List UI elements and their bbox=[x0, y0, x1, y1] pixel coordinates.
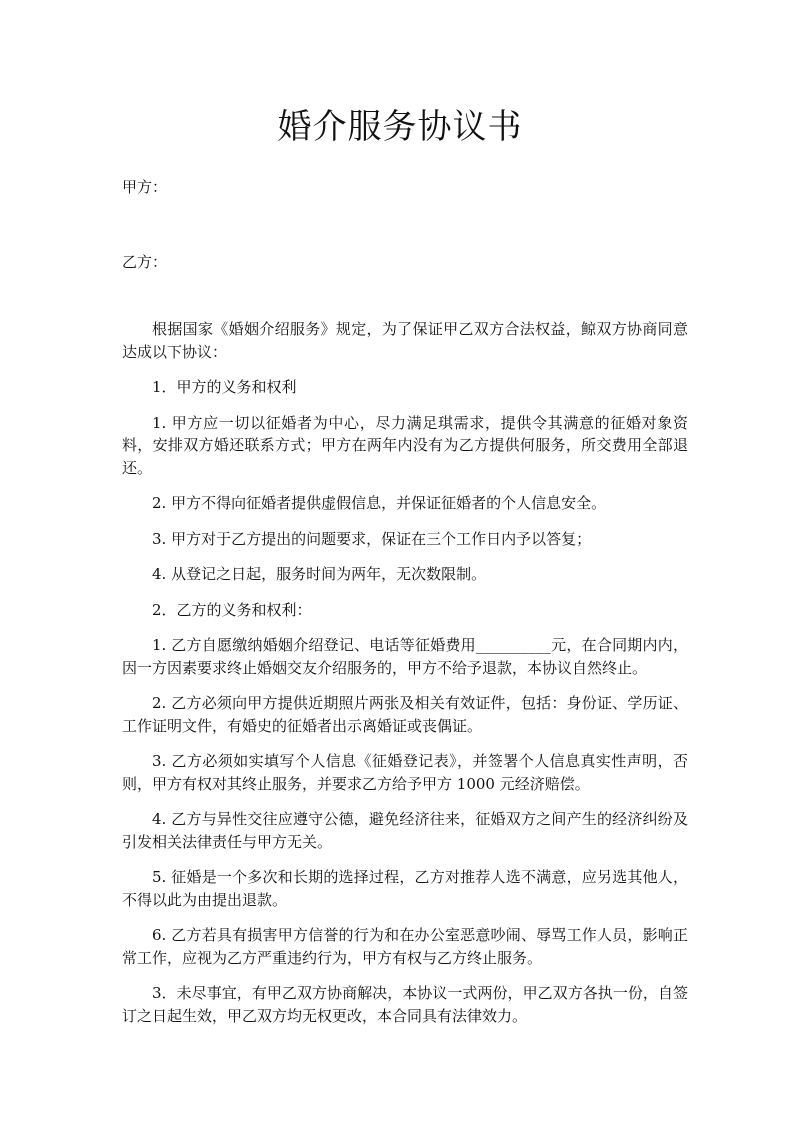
section-2-item: 1. 乙方自愿缴纳婚姻介绍登记、电话等征婚费用__________元，在合同期内内，因一方因素要求终止婚姻交友介绍服务的，甲方不给予退款，本协议自然终止。 bbox=[122, 636, 688, 677]
section-2-item: 5. 征婚是一个多次和长期的选择过程，乙方对推荐人选不满意，应另选其他人，不得以此为由提出退款。 bbox=[122, 868, 688, 909]
agreement-body bbox=[122, 318, 688, 1040]
intro-paragraph: 根据国家《婚姻介绍服务》规定，为了保证甲乙双方合法权益，鲸双方协商同意达成以下协议： bbox=[122, 320, 688, 361]
section-2-item: 6. 乙方若具有损害甲方信誉的行为和在办公室恶意吵闹、辱骂工作人员，影响正常工作，应视为乙方严重违约行为，甲方有权与乙方终止服务。 bbox=[122, 926, 688, 967]
section-3-paragraph: 3．未尽事宜，有甲乙双方协商解决，本协议一式两份，甲乙双方各执一份，自签订之日起生效，甲乙双方均无权更改，本合同具有法律效力。 bbox=[122, 984, 688, 1025]
document-title: 婚介服务协议书 bbox=[277, 107, 523, 147]
party-b-label: 乙方： bbox=[122, 253, 168, 271]
section-2-item: 2. 乙方必须向甲方提供近期照片两张及相关有效证件，包括：身份证、学历证、工作证明文件，有婚史的征婚者出示离婚证或丧偶证。 bbox=[122, 694, 688, 735]
section-1-item: 1. 甲方应一切以征婚者为中心，尽力满足琪需求，提供令其满意的征婚对象资料，安排双方婚还联系方式；甲方在两年内没有为乙方提供何服务，所交费用全部退还。 bbox=[122, 413, 688, 477]
section-2-heading: 2．乙方的义务和权利： bbox=[152, 600, 312, 619]
party-a-label: 甲方： bbox=[122, 178, 168, 196]
section-2-item: 3. 乙方必须如实填写个人信息《征婚登记表》，并签署个人信息真实性声明，否则，甲方有权对其终止服务，并要求乙方给予甲方 1000 元经济赔偿。 bbox=[122, 752, 688, 793]
section-2-item: 4. 乙方与异性交往应遵守公德，避免经济往来，征婚双方之间产生的经济纠纷及引发相关法律责任与甲方无关。 bbox=[122, 810, 688, 851]
section-1-heading: 1．甲方的义务和权利 bbox=[152, 378, 297, 396]
section-1-item: 3. 甲方对于乙方提出的问题要求，保证在三个工作日内予以答复； bbox=[152, 529, 592, 548]
section-1-item: 4. 从登记之日起，服务时间为两年，无次数限制。 bbox=[152, 565, 487, 583]
section-1-item: 2. 甲方不得向征婚者提供虚假信息，并保证征婚者的个人信息安全。 bbox=[152, 494, 607, 512]
